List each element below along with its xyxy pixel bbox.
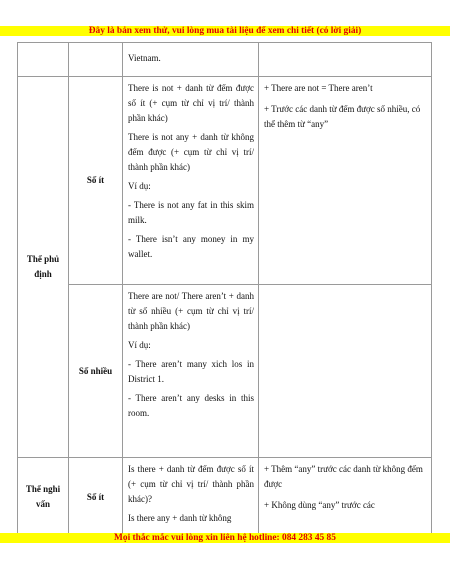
table-row bbox=[18, 77, 432, 285]
table-cell bbox=[69, 43, 123, 77]
row-label-question: Thể nghi vấn bbox=[18, 458, 69, 537]
preview-banner: Đây là bản xem thử, vui lòng mua tài liệu để xem chi tiết (có lời giải) bbox=[0, 26, 450, 36]
row-label-negative: Thể phủ định bbox=[18, 77, 69, 458]
example-line: - There is not any fat in this skim milk. bbox=[128, 200, 254, 225]
structure-line: Is there any + danh từ không bbox=[128, 513, 232, 523]
structure-cell bbox=[123, 458, 259, 537]
note-line: + Thêm “any” trước các danh từ không đếm được bbox=[264, 464, 423, 489]
example-heading: Ví dụ: bbox=[128, 340, 151, 350]
cell-text: Vietnam. bbox=[128, 53, 161, 63]
notes-cell bbox=[259, 77, 432, 285]
example-line: - There aren’t many xich los in District 1. bbox=[128, 359, 254, 384]
example-line: - There aren’t any desks in this room. bbox=[128, 393, 254, 418]
notes-cell bbox=[259, 285, 432, 458]
notes-cell bbox=[259, 458, 432, 537]
note-line: + There are not = There aren’t bbox=[264, 83, 373, 93]
table-cell bbox=[18, 43, 69, 77]
note-line: + Không dùng “any” trước các bbox=[264, 500, 375, 510]
table-cell bbox=[259, 43, 432, 77]
row-label-singular: Số ít bbox=[69, 458, 123, 537]
structure-line: Is there + danh từ đếm được số ít (+ cụm từ chỉ vị trí/ thành phần khác)? bbox=[128, 464, 254, 504]
grammar-table bbox=[17, 42, 432, 537]
table-cell bbox=[123, 43, 259, 77]
row-label-singular: Số ít bbox=[69, 77, 123, 285]
note-line: + Trước các danh từ đếm được số nhiều, có thể thêm từ “any” bbox=[264, 104, 421, 129]
table-row bbox=[18, 285, 432, 458]
structure-line: There is not + danh từ đếm được số ít (+ cụm từ chỉ vị trí/ thành phần khác) bbox=[128, 83, 254, 123]
structure-cell bbox=[123, 77, 259, 285]
example-line: - There isn’t any money in my wallet. bbox=[128, 234, 254, 259]
structure-line: There are not/ There aren’t + danh từ số nhiều (+ cụm từ chỉ vị trí/ thành phần khác) bbox=[128, 291, 254, 331]
table-row bbox=[18, 458, 432, 537]
hotline-banner: Mọi thắc mắc vui lòng xin liên hệ hotline: 084 283 45 85 bbox=[0, 533, 450, 543]
table-row bbox=[18, 43, 432, 77]
structure-line: There is not any + danh từ không đếm được (+ cụm từ chỉ vị trí/ thành phần khác) bbox=[128, 132, 254, 172]
example-heading: Ví dụ: bbox=[128, 181, 151, 191]
row-label-plural: Số nhiều bbox=[69, 285, 123, 458]
structure-cell bbox=[123, 285, 259, 458]
